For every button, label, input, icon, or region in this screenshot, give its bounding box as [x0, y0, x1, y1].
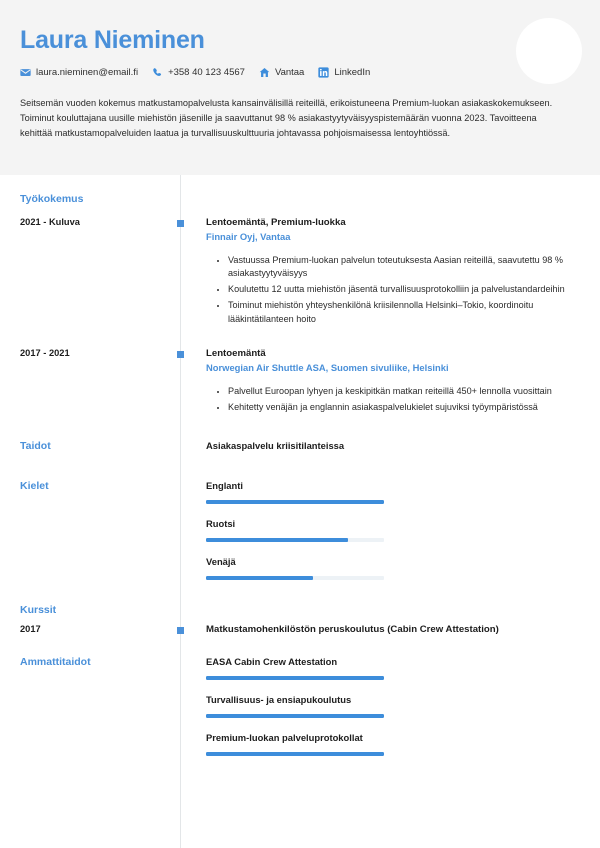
professional-skill-label: Premium-luokan palveluprotokollat [206, 732, 363, 744]
list-item: • Koulutettu 12 uutta miehistön jäsentä turvallisuusprotokolliin ja palvelustandardeihin [228, 283, 580, 297]
contact-phone[interactable] [152, 67, 245, 78]
list-item: • Vastuussa Premium-luokan palvelun toteutuksesta Aasian reiteillä, saavutettu 98 % asiakastyytyväisyys [228, 254, 580, 282]
spacer [0, 206, 600, 216]
contact-email-text: laura.nieminen@email.fi [36, 66, 139, 78]
experience-organization: Finnair Oyj, Vantaa [206, 230, 291, 242]
course-entry [0, 623, 600, 636]
contact-location-text: Vantaa [274, 66, 305, 78]
professional-skill-item [206, 694, 384, 718]
professional-skill-level-bar [206, 714, 384, 718]
list-item: • Palvellut Euroopan lyhyen ja keskipitkän matkan reiteillä 450+ lennolla vuosittain [228, 385, 580, 399]
experience-entry-date-col [20, 216, 180, 228]
spacer [0, 329, 600, 347]
professional-skills-grid [206, 656, 580, 756]
professional-skill-label: EASA Cabin Crew Attestation [206, 656, 338, 668]
language-label: Ruotsi [206, 518, 236, 530]
professional-skill-level-bar [206, 752, 384, 756]
avatar [516, 18, 582, 84]
professional-skill-item [206, 656, 384, 680]
course-detail-col [180, 623, 580, 636]
contact-location [259, 67, 304, 78]
language-label: Venäjä [206, 556, 236, 568]
experience-entry-detail-col [180, 347, 580, 417]
professional-skill-label: Turvallisuus- ja ensiapukoulutus [206, 694, 352, 706]
resume-header [0, 0, 600, 175]
language-level-fill [206, 576, 313, 580]
experience-bullet-list [206, 254, 580, 327]
section-professional-skills [0, 656, 600, 756]
languages-grid [206, 480, 580, 580]
language-level-fill [206, 538, 348, 542]
skills-heading-col [20, 440, 180, 453]
skill-label: Asiakaspalvelu kriisitilanteissa [206, 440, 345, 452]
experience-entry-detail-col [180, 216, 580, 329]
language-level-bar [206, 576, 384, 580]
contact-email[interactable] [20, 67, 138, 78]
spacer [0, 460, 600, 480]
course-title: Matkustamohenkilöstön peruskoulutus (Cabin Crew Attestation) [206, 623, 499, 635]
experience-organization: Norwegian Air Shuttle ASA, Suomen sivuliike, Helsinki [206, 361, 449, 373]
contact-linkedin[interactable] [318, 67, 370, 78]
language-item [206, 518, 384, 542]
section-experience-heading [0, 193, 600, 206]
timeline-marker-icon [177, 351, 184, 358]
experience-heading-col [20, 193, 180, 206]
experience-entry-date-col [20, 347, 180, 359]
skills-items-col [180, 440, 580, 460]
experience-date: 2021 - Kuluva [20, 216, 80, 227]
course-date-col [20, 623, 180, 635]
timeline-marker-icon [177, 627, 184, 634]
section-title-skills: Taidot [20, 440, 51, 453]
professional-skills-heading-col [20, 656, 180, 669]
section-title-languages: Kielet [20, 480, 49, 493]
experience-entry [0, 347, 600, 417]
language-label: Englanti [206, 480, 243, 492]
phone-icon [152, 67, 163, 78]
timeline-marker-icon [177, 220, 184, 227]
section-title-professional-skills: Ammattitaidot [20, 656, 91, 669]
professional-skill-item [206, 732, 384, 756]
list-item: • Toiminut miehistön yhteyshenkilönä kriisilennolla Helsinki–Tokio, koordinoitu lääkintätilanteen hoito [228, 299, 580, 327]
experience-bullet-list [206, 385, 580, 415]
experience-job-title: Lentoemäntä, Premium-luokka [206, 216, 346, 228]
linkedin-icon [318, 67, 329, 78]
language-level-bar [206, 500, 384, 504]
language-level-fill [206, 500, 384, 504]
profile-summary: Seitsemän vuoden kokemus matkustamopalvelusta kansainvälisillä reiteillä, erikoistuneena Premium-luokan asiakaskokemukseen. Toiminut kouluttajana uusille miehistön jäsenille ja saavuttanut 98 % asiakastyytyväisyyspistemäärän vuonna 2023. Tavoitteena kehittää matkustamopalveluiden laatua ja turvallisuuskulttuuria johtavassa pohjoismaisessa lentoyhtiössä. [20, 97, 553, 138]
course-date: 2017 [20, 623, 41, 634]
contact-linkedin-text: LinkedIn [334, 66, 371, 78]
section-courses-heading [0, 604, 600, 617]
professional-skill-level-fill [206, 714, 384, 718]
list-item: • Kehitetty venäjän ja englannin asiakaspalvelukielet sujuviksi työympäristössä [228, 401, 580, 415]
section-skills [0, 440, 600, 460]
languages-items-col [180, 480, 580, 580]
resume-body [0, 175, 600, 848]
languages-heading-col [20, 480, 180, 493]
experience-entry [0, 216, 600, 329]
spacer [0, 636, 600, 656]
professional-skill-level-fill [206, 752, 384, 756]
language-item [206, 480, 384, 504]
skill-item [206, 440, 384, 460]
skills-grid [206, 440, 580, 460]
experience-date: 2017 - 2021 [20, 347, 70, 358]
contact-phone-text: +358 40 123 4567 [168, 66, 245, 78]
home-icon [259, 67, 270, 78]
professional-skill-level-bar [206, 676, 384, 680]
spacer [0, 580, 600, 604]
experience-job-title: Lentoemäntä [206, 347, 266, 359]
section-languages [0, 480, 600, 580]
language-item [206, 556, 384, 580]
envelope-icon [20, 67, 31, 78]
professional-skills-items-col [180, 656, 580, 756]
contact-row [20, 67, 580, 78]
spacer [0, 416, 600, 440]
page-title: Laura Nieminen [20, 26, 205, 54]
section-title-experience: Työkokemus [20, 193, 84, 205]
courses-heading-col [20, 604, 180, 617]
language-level-bar [206, 538, 384, 542]
section-title-courses: Kurssit [20, 604, 57, 617]
professional-skill-level-fill [206, 676, 384, 680]
